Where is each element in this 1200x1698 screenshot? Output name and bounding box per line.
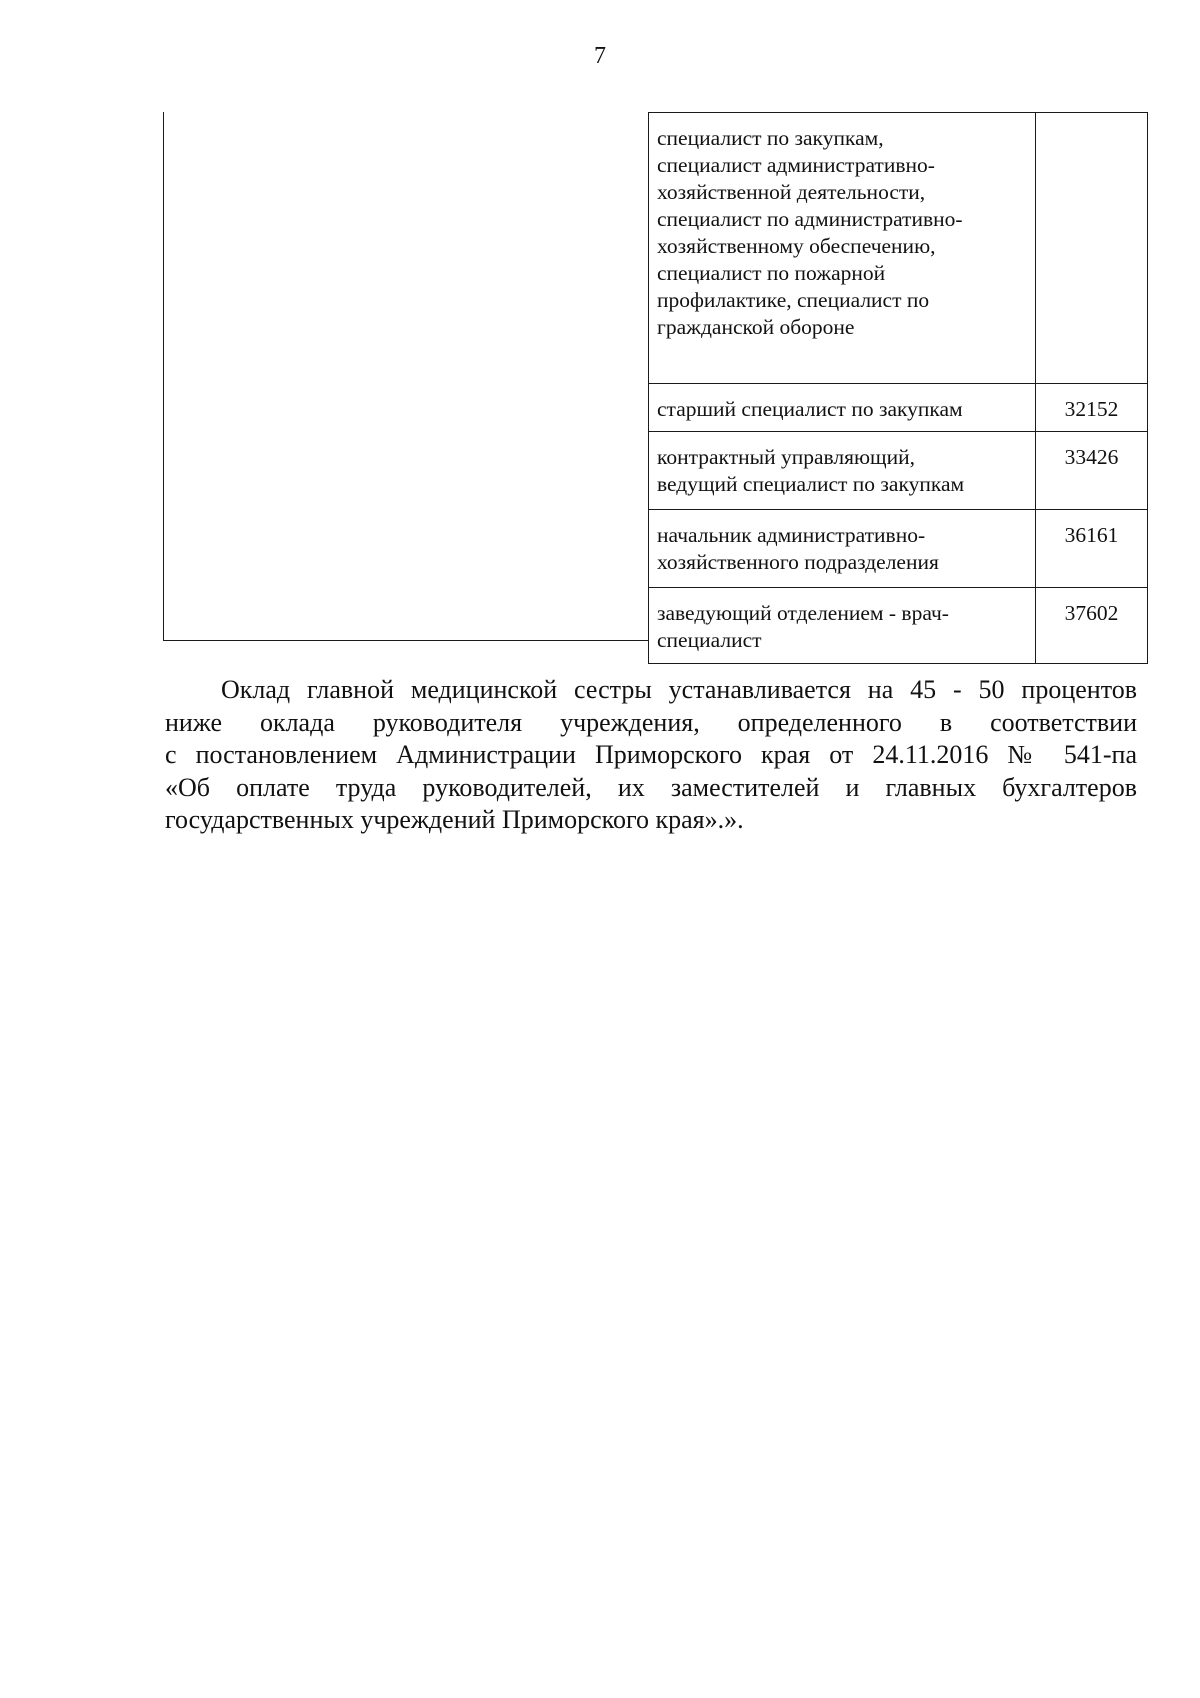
position-salary-table: [648, 112, 1148, 664]
position-name-line: профилактике, специалист по: [657, 288, 930, 312]
position-name-line: специалист: [657, 628, 762, 652]
position-name-cell: [649, 384, 1036, 432]
salary-value-cell: 32152: [1036, 384, 1148, 432]
position-name-line: старший специалист по закупкам: [657, 397, 963, 421]
position-name-line: специалист административно-: [657, 153, 935, 177]
paragraph-line: с постановлением Администрации Приморского края от 24.11.2016 № 541-па: [165, 740, 1137, 769]
position-name-line: хозяйственной деятельности,: [657, 180, 926, 204]
table-left-column: [163, 112, 648, 641]
salary-value-cell: 33426: [1036, 432, 1148, 510]
position-name-line: хозяйственному обеспечению,: [657, 234, 936, 258]
salary-value-cell: [1036, 113, 1148, 384]
salary-value-cell: 37602: [1036, 588, 1148, 664]
position-name-line: начальник административно-: [657, 523, 926, 547]
page-number: 7: [594, 43, 606, 69]
table-row: [649, 588, 1148, 664]
position-name-line: заведующий отделением - врач-: [657, 601, 949, 625]
position-name-line: хозяйственного подразделения: [657, 550, 939, 574]
position-name-cell: [649, 432, 1036, 510]
position-name-line: ведущий специалист по закупкам: [657, 472, 965, 496]
table-row: [649, 510, 1148, 588]
table-row: [649, 432, 1148, 510]
salary-table: [163, 112, 1129, 652]
position-name-line: специалист по административно-: [657, 207, 963, 231]
position-name-line: специалист по закупкам,: [657, 126, 884, 150]
paragraph-line: государственных учреждений Приморского края».».: [165, 805, 744, 834]
position-name-line: специалист по пожарной: [657, 261, 886, 285]
salary-value-cell: 36161: [1036, 510, 1148, 588]
position-name-cell: [649, 588, 1036, 664]
paragraph-line: Оклад главной медицинской сестры устанавливается на 45 - 50 процентов: [221, 675, 1137, 704]
body-paragraph: [165, 674, 1137, 837]
table-row: [649, 384, 1148, 432]
position-name-line: контрактный управляющий,: [657, 445, 915, 469]
position-name-cell: [649, 113, 1036, 384]
paragraph-line: «Об оплате труда руководителей, их заместителей и главных бухгалтеров: [165, 772, 1137, 802]
table-row: [649, 113, 1148, 384]
paragraph-line: ниже оклада руководителя учреждения, определенного в соответствии: [165, 707, 1137, 737]
position-name-line: гражданской обороне: [657, 315, 855, 339]
position-name-cell: [649, 510, 1036, 588]
